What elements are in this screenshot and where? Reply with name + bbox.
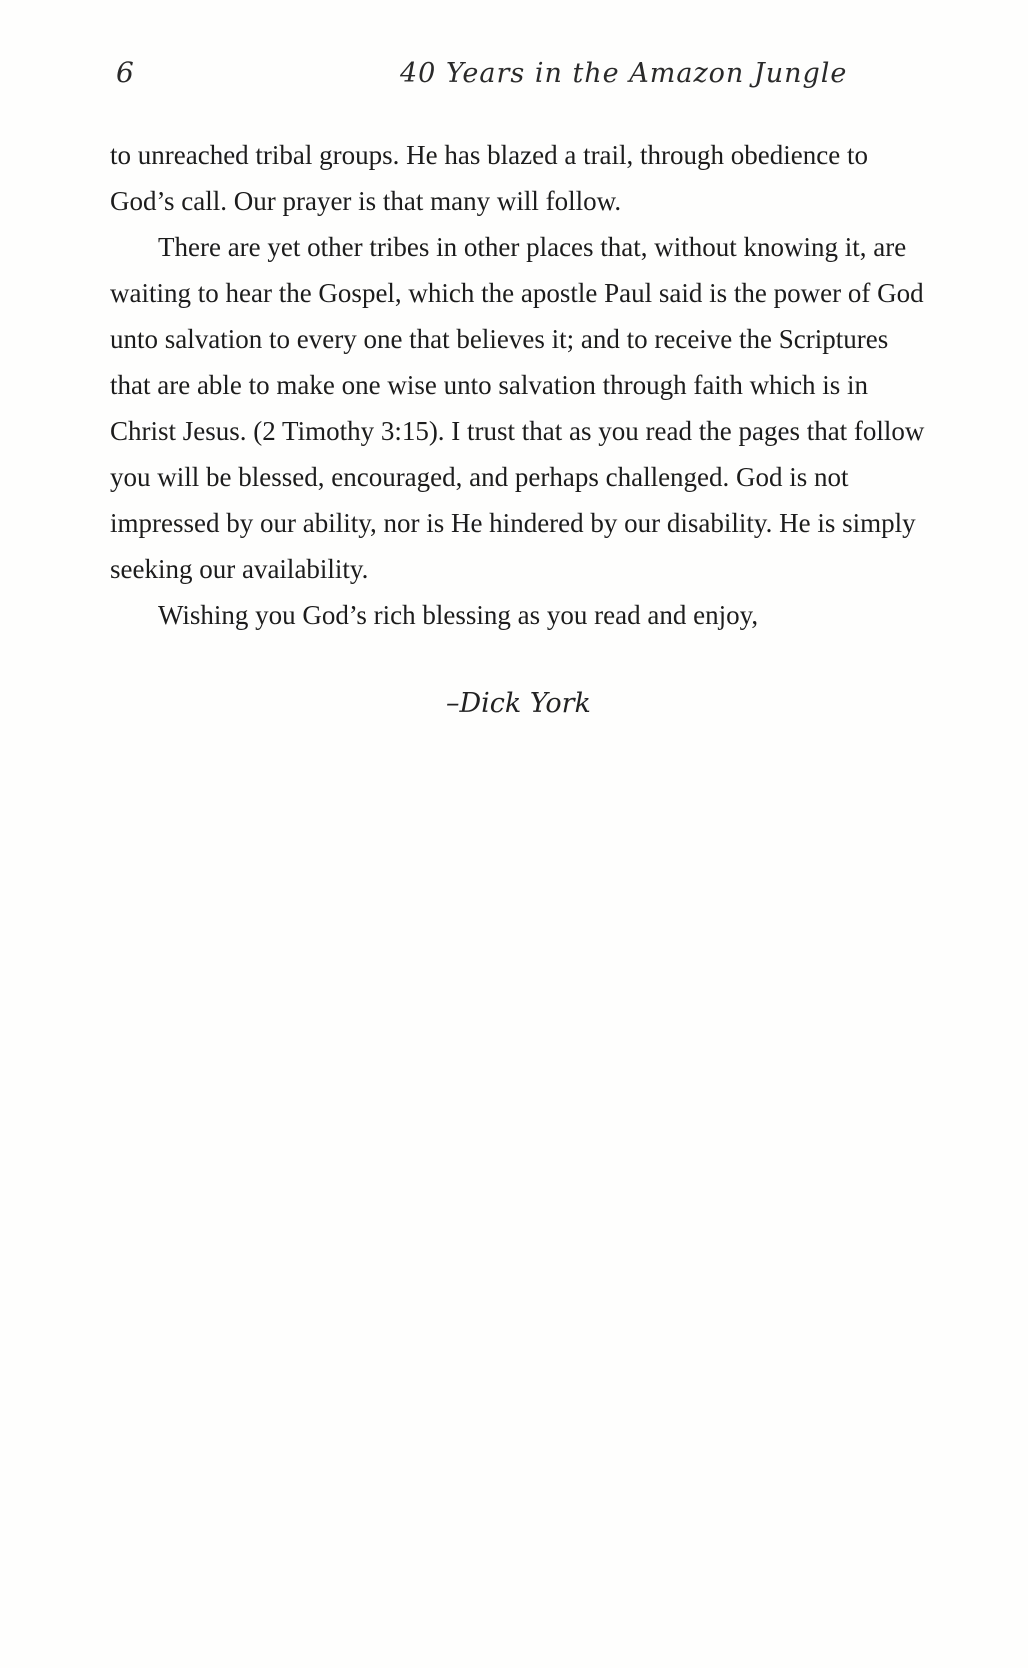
page-number: 6 bbox=[116, 56, 134, 89]
paragraph-closing: Wishing you God’s rich blessing as you read and enjoy, bbox=[158, 600, 759, 630]
paragraph-continuation: to unreached tribal groups. He has blazed a trail, through obedience to God’s call. Our prayer is that many will follow. bbox=[110, 140, 868, 216]
body-text bbox=[110, 132, 930, 638]
book-title: 40 Years in the Amazon Jungle bbox=[400, 58, 848, 89]
running-header bbox=[0, 52, 1028, 102]
paragraph-main: There are yet other tribes in other places that, without knowing it, are waiting to hear the Gospel, which the apostle Paul said is the power of God unto salvation to every one that believes it; and to receive the Scriptures that are able to make one wise unto salvation through faith which is in Christ Jesus. (2 Timothy 3:15). I trust that as you read the pages that follow you will be blessed, encouraged, and perhaps challenged. God is not impressed by our ability, nor is He hindered by our disability. He is simply seeking our availability. bbox=[110, 232, 925, 584]
author-signature: –Dick York bbox=[446, 688, 591, 719]
